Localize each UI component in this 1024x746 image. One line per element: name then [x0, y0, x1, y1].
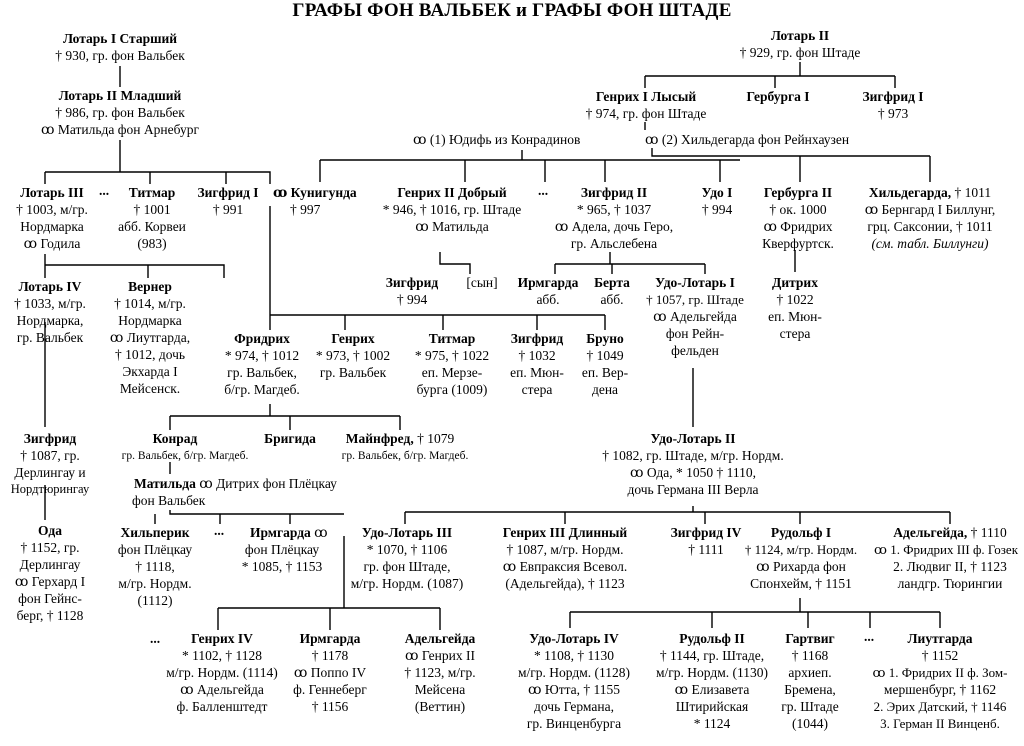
spouse: ꝏ Лиутгарда,: [109, 330, 191, 345]
name-line: [346, 430, 454, 447]
info: † 1082, гр. Штаде, м/гр. Нордм.: [602, 448, 784, 463]
info: фон Вальбек: [132, 493, 206, 508]
ellipsis: ...: [538, 183, 549, 198]
info: † 973: [877, 106, 909, 121]
line-friedrich-children: [170, 404, 400, 430]
marriage-1: ꝏ (1) Юдифь из Конрадинов: [413, 132, 581, 147]
info: Кверфуртск.: [762, 236, 834, 251]
name: Ирмгарда: [299, 631, 361, 646]
name: Удо-Лотарь III: [361, 525, 453, 540]
info: * 1108, † 1130: [534, 648, 614, 663]
info: гр. Вальбек, б/гр. Магдеб.: [341, 450, 469, 462]
info: † 1003, м/гр.: [16, 202, 88, 217]
person-son: [сын]: [466, 275, 498, 290]
info: † 1178: [311, 648, 349, 663]
name: Вернер: [128, 279, 172, 294]
info: фон Гейнс-: [18, 591, 82, 606]
line-lothar2s-children: [645, 62, 895, 88]
info: † 1079: [413, 431, 455, 446]
info: † 1087, гр.: [20, 448, 80, 463]
name: Удо I: [701, 185, 733, 200]
info: † 1022: [776, 292, 814, 307]
spouse: ꝏ Фридрих: [763, 219, 833, 234]
spouse: ꝏ 1. Фридрих II ф. Зом-: [872, 665, 1008, 680]
info: (Адельгейда), † 1123: [505, 576, 625, 591]
info: гр. Вальбек, б/гр. Магдеб.: [121, 450, 249, 462]
info: † 929, гр. фон Штаде: [739, 45, 861, 60]
info: Нордмарка: [118, 313, 182, 328]
spouse: ꝏ Годила: [23, 236, 81, 251]
info: (983): [137, 236, 167, 251]
info: * 1070, † 1106: [366, 542, 448, 557]
name: Берта: [594, 275, 630, 290]
info: Мейсенск.: [119, 381, 181, 396]
info: † ок. 1000: [769, 202, 827, 217]
spouse: ꝏ Ютта, † 1155: [527, 682, 621, 697]
info: † 1049: [586, 348, 624, 363]
line-heinrich2-children: [440, 252, 470, 274]
info: * 1102, † 1128: [182, 648, 262, 663]
info: † 1152, гр.: [20, 540, 80, 555]
info: б/гр. Магдеб.: [224, 382, 300, 397]
info: † 1014, м/гр.: [114, 296, 186, 311]
line-lothar2-children: [45, 140, 226, 184]
cross-reference: (см. табл. Биллунги): [871, 236, 989, 251]
spouse: ꝏ Рихарда фон: [756, 559, 846, 574]
ellipsis: ...: [99, 183, 110, 198]
name: Удо-Лотарь I: [655, 275, 735, 290]
info: Штирийская: [675, 699, 749, 714]
ellipsis: ...: [150, 631, 161, 646]
line-kunigunde-spouse: [226, 172, 270, 184]
info: мершенбург, † 1162: [883, 682, 997, 697]
info: * 1124: [693, 716, 731, 731]
info: † 994: [396, 292, 428, 307]
name-line: [869, 184, 991, 201]
person-gerburga1: Гербурга I: [746, 89, 810, 104]
spouse: 2. Эрих Датский, † 1146: [873, 699, 1007, 714]
info: м/гр. Нордм. (1128): [517, 665, 631, 680]
name: Хильдегарда,: [868, 185, 952, 200]
line-lothar3-children: [45, 254, 224, 278]
info: еп. Вер-: [581, 365, 629, 380]
line-matilda-children: [155, 510, 344, 524]
name: Матильда: [134, 476, 196, 491]
name: Зигфрид: [510, 331, 564, 346]
name: Титмар: [428, 331, 476, 346]
info: † 994: [701, 202, 733, 217]
name: ꝏ Кунигунда: [273, 185, 357, 200]
name: Зигфрид IV: [670, 525, 742, 540]
spouse: ꝏ Ода, * 1050 † 1110,: [629, 465, 757, 480]
info: † 1123, м/гр.: [404, 665, 476, 680]
spouse: ꝏ Дитрих фон Плёцкау: [195, 476, 337, 491]
info: † 1168: [791, 648, 829, 663]
info: † 1110: [967, 525, 1007, 540]
spouse: ꝏ Поппо IV: [293, 665, 367, 680]
info: * 946, † 1016, гр. Штаде: [382, 202, 522, 217]
info: ф. Балленштедт: [176, 699, 268, 714]
info: гр. Альслебена: [570, 236, 658, 251]
spouse: ꝏ 1. Фридрих III ф. Гозек: [873, 542, 1019, 557]
name: Лотарь II Младший: [58, 88, 182, 103]
info: * 1085, † 1153: [241, 559, 323, 574]
info: (Веттин): [414, 699, 466, 714]
line-siegfried2-children: [555, 252, 705, 274]
name: Ирмгарда: [250, 525, 311, 540]
info: † 986, гр. фон Вальбек: [55, 105, 185, 120]
info: Бремена,: [784, 682, 836, 697]
name: Зигфрид: [23, 431, 77, 446]
info: стера: [779, 326, 811, 341]
info: архиеп.: [788, 665, 832, 680]
name: Рудольф II: [679, 631, 745, 646]
info: † 1033, м/гр.: [14, 296, 86, 311]
info: † 930, гр. фон Вальбек: [55, 48, 185, 63]
name: Дитрих: [772, 275, 818, 290]
name: Лотарь III: [20, 185, 84, 200]
info: Спонхейм, † 1151: [750, 576, 852, 591]
name: Генрих I Лысый: [595, 89, 697, 104]
name: Ода: [38, 523, 62, 538]
name-line: [134, 475, 337, 492]
name: Майнфред,: [345, 431, 414, 446]
info: † 1144, гр. Штаде,: [659, 648, 765, 663]
name: Зигфрид: [385, 275, 439, 290]
spouse: 2. Людвиг II, † 1123: [893, 559, 1007, 574]
info: гр. Штаде: [781, 699, 839, 714]
name: Гартвиг: [785, 631, 835, 646]
info: берг, † 1128: [16, 608, 84, 623]
name: Генрих: [331, 331, 375, 346]
line-rudolf1-children: [570, 598, 940, 628]
info: гр. Вальбек,: [227, 365, 297, 380]
info: † 991: [212, 202, 244, 217]
info: дена: [591, 382, 619, 397]
ellipsis: ...: [864, 629, 875, 644]
name: Зигфрид I: [197, 185, 259, 200]
name-line: [893, 524, 1006, 541]
info: гр. фон Штаде,: [363, 559, 451, 574]
info: абб.: [536, 292, 560, 307]
spouse: ꝏ Адельгейда: [180, 682, 264, 697]
info: (1112): [137, 593, 173, 608]
name: Бруно: [586, 331, 624, 346]
info: * 975, † 1022: [414, 348, 490, 363]
info: † 1156: [311, 699, 349, 714]
info: гр. Вальбек: [319, 365, 387, 380]
info: * 974, † 1012: [224, 348, 300, 363]
name: Зигфрид II: [580, 185, 648, 200]
name: Удо-Лотарь IV: [529, 631, 619, 646]
name: Фридрих: [234, 331, 290, 346]
info: ф. Геннеберг: [293, 682, 367, 697]
info: * 965, † 1037: [576, 202, 652, 217]
info: ландгр. Тюрингии: [897, 576, 1003, 591]
spouse: ꝏ Евпраксия Всевол.: [502, 559, 628, 574]
name: Генрих IV: [191, 631, 253, 646]
name: Лиутгарда: [907, 631, 973, 646]
info: † 1012, дочь: [114, 347, 186, 362]
info: гр. Винценбурга: [526, 716, 622, 731]
info: абб.: [600, 292, 624, 307]
info: гр. Вальбек: [16, 330, 84, 345]
diagram-title: ГРАФЫ ФОН ВАЛЬБЕК и ГРАФЫ ФОН ШТАДЕ: [292, 0, 732, 21]
spouse: ꝏ Генрих II: [405, 648, 475, 663]
info: Экхарда I: [122, 364, 178, 379]
info: † 1118,: [135, 559, 175, 574]
spouse: ꝏ Матильда: [415, 219, 489, 234]
info: † 1087, м/гр. Нордм.: [506, 542, 624, 557]
line-marriage1-children: [320, 150, 740, 182]
info: Дерлингау: [19, 557, 81, 572]
name: Рудольф I: [770, 525, 832, 540]
info: м/гр. Нордм. (1087): [350, 576, 464, 591]
name: Конрад: [152, 431, 198, 446]
spouse-mark: ꝏ: [310, 525, 328, 540]
name-line: [250, 524, 328, 541]
name: Адельгейда,: [893, 525, 968, 540]
info: еп. Мюн-: [510, 365, 564, 380]
info: еп. Мюн-: [768, 309, 822, 324]
name: Лотарь II: [770, 28, 830, 43]
line-udolothar2-children: [405, 506, 950, 524]
info: фон Плёцкау: [117, 542, 193, 557]
info: фон Плёцкау: [244, 542, 320, 557]
person-brigida: Бригида: [264, 431, 316, 446]
info: фон Рейн-: [665, 326, 725, 341]
name: Адельгейда: [404, 631, 476, 646]
info: * 973, † 1002: [315, 348, 391, 363]
info: стера: [521, 382, 553, 397]
info: Нордмарка: [20, 219, 84, 234]
info: м/гр. Нордм.: [118, 576, 192, 591]
name: Лотарь IV: [18, 279, 82, 294]
name: Генрих II Добрый: [397, 185, 507, 200]
info: бурга (1009): [416, 382, 488, 397]
info: Нордмарка,: [16, 313, 84, 328]
info: м/гр. Нордм. (1114): [166, 665, 278, 680]
name: Хильперик: [120, 525, 190, 540]
spouse: ꝏ Адельгейда: [653, 309, 737, 324]
info: еп. Мерзе-: [421, 365, 483, 380]
info: м/гр. Нордм. (1130): [655, 665, 769, 680]
spouse: ꝏ Адела, дочь Геро,: [554, 219, 674, 234]
name: Лотарь I Старший: [62, 31, 178, 46]
name: Титмар: [128, 185, 176, 200]
spouse: ꝏ Матильда фон Арнебург: [41, 122, 199, 137]
info: † 1152: [921, 648, 959, 663]
info: † 1111: [688, 542, 724, 557]
ellipsis: ...: [214, 523, 225, 538]
name: Удо-Лотарь II: [650, 431, 736, 446]
spouse: 3. Герман II Винценб.: [880, 716, 1000, 731]
spouse: ꝏ Бернгард I Биллунг,: [864, 202, 996, 217]
info: † 1001: [133, 202, 171, 217]
info: † 974, гр. фон Штаде: [585, 106, 707, 121]
name: Зигфрид I: [862, 89, 924, 104]
info: † 997: [290, 202, 321, 217]
info: дочь Германа III Верла: [627, 482, 759, 497]
info: † 1032: [518, 348, 556, 363]
info: (1044): [792, 716, 828, 731]
info: † 1057, гр. Штаде: [646, 292, 744, 307]
info: дочь Германа,: [534, 699, 614, 714]
marriage-2: ꝏ (2) Хильдегарда фон Рейнхаузен: [645, 132, 850, 147]
info: Мейсена: [414, 682, 466, 697]
info: фельден: [671, 343, 719, 358]
info: абб. Корвеи: [118, 219, 186, 234]
name: Ирмгарда: [517, 275, 579, 290]
info: грц. Саксонии, † 1011: [867, 219, 993, 234]
info: † 1124, м/гр. Нордм.: [744, 542, 858, 557]
info: † 1011: [951, 185, 992, 200]
spouse: ꝏ Елизавета: [674, 682, 750, 697]
line-marriage2-children: [652, 148, 930, 182]
spouse: ꝏ Герхард I: [14, 574, 86, 589]
name: Гербурга II: [763, 185, 833, 200]
info: Нордтюрингау: [10, 482, 90, 496]
info: Дерлингау и: [14, 465, 86, 480]
name: Генрих III Длинный: [502, 525, 628, 540]
